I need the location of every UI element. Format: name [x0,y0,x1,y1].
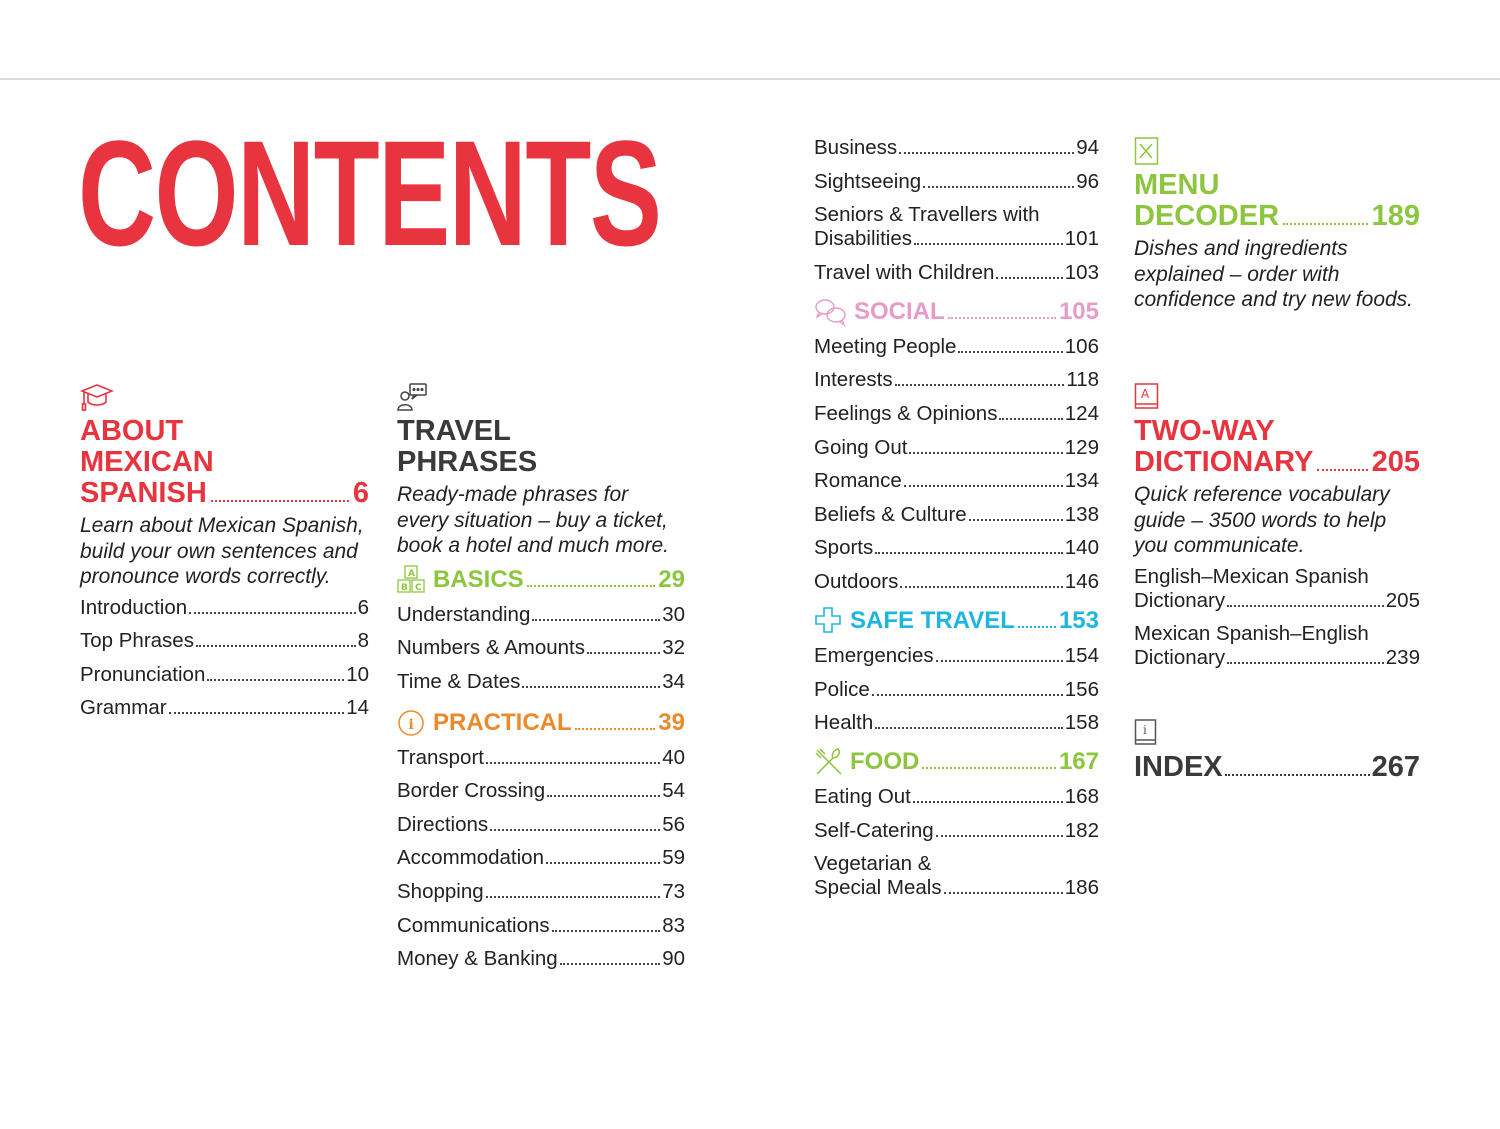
entry-label: Interests [814,368,893,392]
entry-label: Communications [397,913,550,937]
leader-dots [1227,605,1384,607]
dictionary-a-icon [1134,382,1420,412]
entry-page: 103 [1064,260,1099,284]
menu-description: Dishes and ingredients explained – order with confidence and try new foods. [1134,237,1414,311]
entry-label: Money & Banking [397,947,558,971]
toc-entry[interactable] [80,696,369,720]
entry-page: 10 [346,662,369,686]
entry-page: 182 [1064,818,1099,842]
leader-dots [211,500,349,502]
leader-dots [546,862,660,864]
entry-page: 40 [662,745,685,769]
entry-page: 59 [662,846,685,870]
toc-entry[interactable] [397,779,685,803]
toc-entry[interactable] [814,852,1099,900]
toc-entry[interactable] [814,203,1099,251]
entry-page: 96 [1076,169,1099,193]
food-label: FOOD [850,748,920,776]
travel-section [397,382,685,981]
entry-label: Introduction [80,595,188,619]
toc-entry[interactable] [397,947,685,971]
svg-text:A: A [408,568,415,579]
entry-page: 73 [662,880,685,904]
index-section [1134,718,1420,783]
toc-entry[interactable] [80,629,369,653]
entry-label: Grammar [80,696,167,720]
entry-page: 239 [1385,646,1420,670]
toc-entry[interactable] [814,570,1099,594]
index-page: 267 [1371,751,1420,783]
about-page: 6 [352,477,369,509]
menu-title-entry[interactable] [1134,201,1420,232]
entry-label-line2: Special Meals [814,876,942,900]
leader-dots [936,660,1063,662]
entry-page: 34 [662,669,685,693]
entry-label: Self-Catering [814,818,934,842]
fork-knife-icon [814,747,846,777]
toc-entry[interactable] [397,914,685,938]
leader-dots [486,896,661,898]
leader-dots [944,892,1063,894]
toc-entry[interactable] [814,785,1099,809]
toc-entry[interactable] [814,436,1099,460]
entry-label: Emergencies [814,643,934,667]
entry-page: 124 [1064,401,1099,425]
entry-page: 83 [662,913,685,937]
entry-page: 8 [357,629,369,653]
entry-page: 90 [662,947,685,971]
leader-dots [1227,662,1384,664]
entry-label-line1: English–Mexican Spanish [1134,564,1369,588]
leader-dots [914,243,1063,245]
toc-entry[interactable] [814,261,1099,285]
leader-dots [575,728,656,730]
entry-label: Transport [397,745,484,769]
leader-dots [895,384,1065,386]
leader-dots [923,186,1074,188]
abc-blocks-icon [397,565,429,595]
entry-label-line2: Dictionary [1134,646,1226,670]
entry-label: Pronunciation [80,662,206,686]
about-description: Learn about Mexican Spanish, build your own sentences and pronounce words correctly. [80,514,364,588]
entry-label: Directions [397,812,489,836]
leader-dots [969,519,1063,521]
leader-dots [196,645,356,647]
entry-page: 186 [1064,876,1099,900]
entry-page: 32 [662,636,685,660]
entry-label: Going Out [814,435,908,459]
about-title-entry[interactable] [80,478,369,509]
entry-label: Outdoors [814,569,899,593]
practical-label: PRACTICAL [433,708,572,736]
practical-page: 39 [658,708,685,736]
entry-page: 94 [1076,136,1099,159]
leader-dots [1317,469,1367,471]
entry-label: Police [814,677,870,701]
toc-entry[interactable] [397,880,685,904]
entry-label: Travel with Children [814,260,995,284]
leader-dots [899,152,1074,154]
entry-page: 118 [1066,368,1099,392]
practical-heading[interactable] [397,708,685,738]
leader-dots [922,767,1056,769]
entry-label-line1: Mexican Spanish–English [1134,622,1369,646]
food-page: 167 [1058,748,1099,776]
index-entry[interactable] [1134,752,1420,783]
entry-label: Eating Out [814,785,911,809]
travel-phrases-continued [814,136,1099,910]
svg-text:A: A [1141,387,1150,401]
toc-entry[interactable] [814,402,1099,426]
safe-travel-heading[interactable] [814,606,1099,636]
leader-dots [527,585,656,587]
toc-entry[interactable] [814,536,1099,560]
leader-dots [900,586,1062,588]
leader-dots [875,552,1063,554]
toc-entry[interactable] [397,813,685,837]
chat-bubbles-icon [814,297,850,327]
speech-person-icon [397,382,685,412]
leader-dots [1283,223,1368,225]
about-section [80,382,369,730]
entry-label: Border Crossing [397,779,546,803]
toc-entry[interactable] [1134,565,1420,613]
entry-page: 146 [1064,569,1099,593]
toc-entry[interactable] [814,170,1099,194]
leader-dots [207,679,344,681]
leader-dots [904,485,1063,487]
entry-label: Beliefs & Culture [814,502,967,526]
entry-page: 205 [1385,588,1420,612]
basics-page: 29 [658,565,685,593]
graduation-cap-icon [80,382,369,412]
toc-entry[interactable] [80,663,369,687]
toc-entry[interactable] [397,603,685,627]
entry-label: Sports [814,536,874,560]
entry-page: 101 [1064,227,1099,251]
entry-label: Health [814,711,874,735]
toc-entry[interactable] [814,819,1099,843]
info-circle-icon [397,708,429,738]
entry-label-line2: Disabilities [814,227,912,251]
social-heading[interactable] [814,297,1099,327]
toc-entry[interactable] [814,678,1099,702]
leader-dots [909,452,1062,454]
leader-dots [913,801,1063,803]
leader-dots [587,652,660,654]
toc-entry[interactable] [397,670,685,694]
dictionary-title-entry[interactable] [1134,447,1420,478]
page-title: CONTENTS [78,109,661,277]
about-title-line2: MEXICAN [80,446,214,478]
toc-entry[interactable] [80,596,369,620]
leader-dots [1225,774,1370,776]
entry-label: Feelings & Opinions [814,401,998,425]
entry-page: 134 [1064,469,1099,493]
entry-label: Meeting People [814,334,957,358]
about-title-line3: SPANISH [80,477,207,509]
leader-dots [532,619,660,621]
leader-dots [189,612,355,614]
basics-heading[interactable] [397,565,685,595]
svg-text:C: C [415,582,422,593]
basics-label: BASICS [433,565,524,593]
safe-travel-page: 153 [1058,606,1099,634]
entry-label: Romance [814,469,902,493]
entry-page: 168 [1064,785,1099,809]
entry-label-line1: Vegetarian & [814,852,932,876]
leader-dots [996,277,1062,279]
toc-entry[interactable] [814,469,1099,493]
leader-dots [872,694,1063,696]
dictionary-section [1134,382,1420,680]
menu-decoder-section [1134,136,1420,319]
entry-label-line1: Seniors & Travellers with [814,203,1040,227]
dictionary-title-line2: DICTIONARY [1134,446,1314,478]
toc-entry[interactable] [1134,622,1420,670]
leader-dots [486,762,660,764]
entry-page: 140 [1064,536,1099,560]
entry-page: 14 [346,696,369,720]
toc-entry[interactable] [814,136,1099,160]
entry-page: 138 [1064,502,1099,526]
menu-page: 189 [1371,200,1420,232]
social-page: 105 [1058,297,1099,325]
toc-entry[interactable] [814,503,1099,527]
leader-dots [948,317,1056,319]
entry-label: Understanding [397,602,531,626]
svg-text:i: i [1143,723,1147,737]
toc-entry[interactable] [397,746,685,770]
dictionary-description: Quick reference vocabulary guide – 3500 words to help you communicate. [1134,483,1390,557]
entry-label: Sightseeing [814,169,922,193]
entry-page: 6 [357,595,369,619]
entry-label: Time & Dates [397,669,521,693]
leader-dots [1018,626,1056,628]
leader-dots [552,930,661,932]
entry-label: Numbers & Amounts [397,636,585,660]
entry-page: 54 [662,779,685,803]
svg-text:i: i [408,716,414,733]
travel-description: Ready-made phrases for every situation – buy a ticket, book a hotel and much more. [397,483,669,557]
entry-label: Business [814,136,898,159]
safe-travel-label: SAFE TRAVEL [850,606,1015,634]
menu-title-line2: DECODER [1134,200,1280,232]
leader-dots [547,795,660,797]
entry-label: Top Phrases [80,629,194,653]
entry-page: 56 [662,812,685,836]
leader-dots [169,712,345,714]
entry-label: Shopping [397,880,484,904]
toc-entry[interactable] [397,636,685,660]
entry-label: Accommodation [397,846,544,870]
toc-entry[interactable] [814,335,1099,359]
travel-title-line2: PHRASES [397,446,538,478]
entry-page: 30 [662,602,685,626]
toc-entry[interactable] [397,846,685,870]
entry-page: 158 [1064,711,1099,735]
travel-title-line1: TRAVEL [397,415,511,447]
index-book-icon [1134,718,1420,748]
entry-page: 156 [1064,677,1099,701]
leader-dots [560,963,661,965]
entry-label-line2: Dictionary [1134,588,1226,612]
leader-dots [999,418,1062,420]
leader-dots [522,686,660,688]
social-label: SOCIAL [854,297,945,325]
svg-text:B: B [401,582,408,593]
leader-dots [875,727,1063,729]
leader-dots [958,351,1062,353]
entry-page: 106 [1064,334,1099,358]
toc-entry[interactable] [814,368,1099,392]
dictionary-page: 205 [1371,446,1420,478]
toc-entry[interactable] [814,711,1099,735]
index-label: INDEX [1134,751,1223,783]
menu-title-line1: MENU [1134,169,1220,201]
top-divider [0,78,1500,80]
dictionary-title-line1: TWO-WAY [1134,415,1275,447]
entry-page: 154 [1064,643,1099,667]
about-title-line1: ABOUT [80,415,184,447]
food-heading[interactable] [814,747,1099,777]
entry-page: 129 [1064,435,1099,459]
leader-dots [490,829,660,831]
medical-cross-icon [814,606,846,636]
menu-book-icon [1134,136,1420,166]
leader-dots [936,835,1063,837]
toc-entry[interactable] [814,644,1099,668]
